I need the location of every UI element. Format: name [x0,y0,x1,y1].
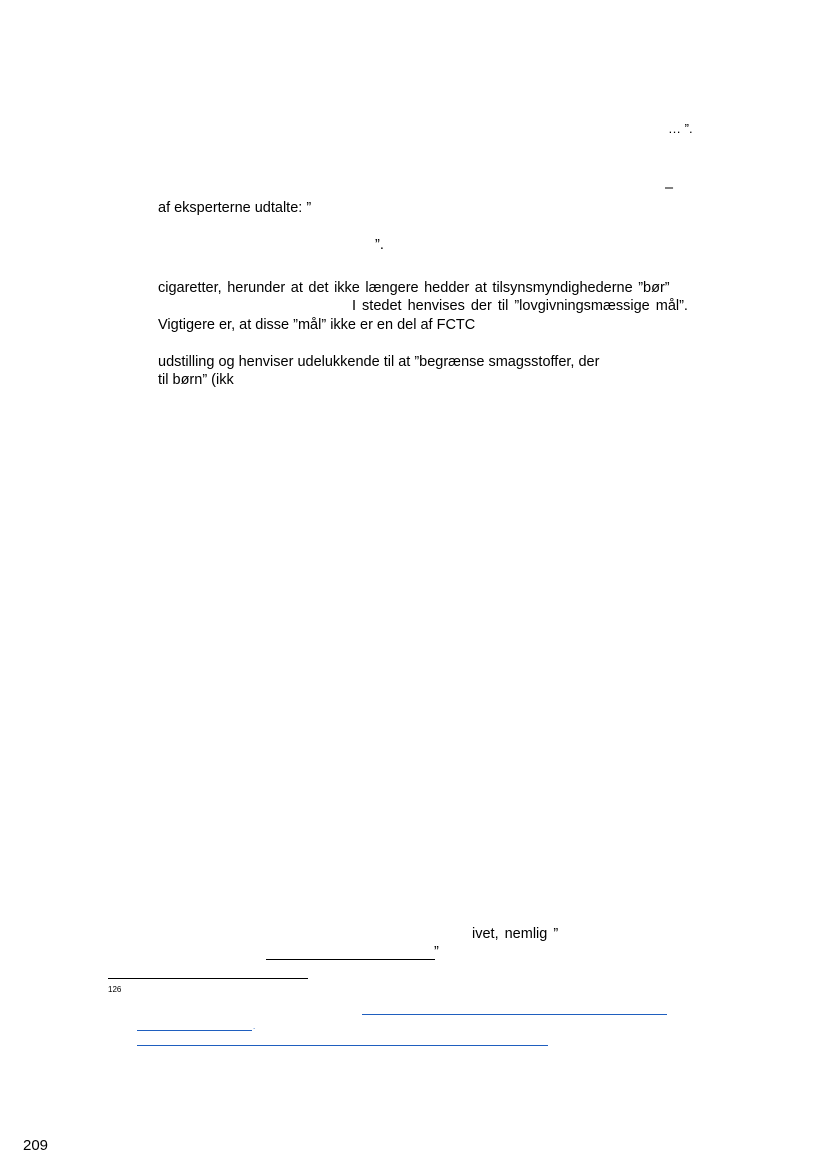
paragraph-line-5: til børn” (ikk [158,372,234,388]
paragraph-line-3: Vigtigere er, at disse ”mål” ikke er en del af FCTC [158,317,476,333]
paragraph-line-1: cigaretter, herunder at det ikke længere hedder at tilsynsmyndighederne ”bør” [158,280,670,296]
footnote-link-3[interactable] [137,1045,548,1046]
bottom-quote-mark: ” [434,944,439,960]
underline-blank [266,959,435,960]
footnote-link-1[interactable] [362,1014,667,1015]
ellipsis-quote: … ”. [668,121,693,136]
footnote-separator [108,978,308,979]
bottom-fragment-line: ivet, nemlig ” [472,926,559,942]
paragraph-line-4: udstilling og henviser udelukkende til at ”begrænse smagsstoffer, der [158,354,600,370]
footnote-link-dot: . [253,1022,256,1031]
page-number: 209 [23,1137,49,1154]
footnote-link-2[interactable] [137,1030,252,1031]
paragraph-line-2: I stedet henvises der til ”lovgivningsmæssige mål”. [352,298,688,314]
footnote-number: 126 [108,985,122,994]
quote-close: ”. [375,237,384,253]
dash: – [665,180,674,196]
expert-quote-line: af eksperterne udtalte: ” [158,200,312,216]
